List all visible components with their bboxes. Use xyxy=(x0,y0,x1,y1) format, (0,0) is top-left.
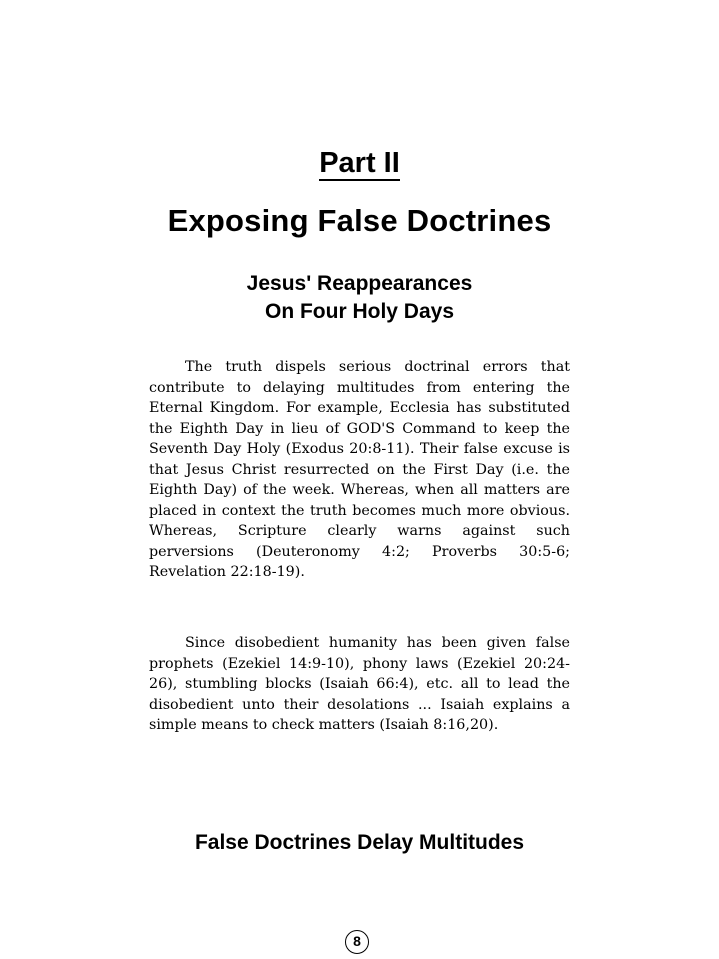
subtitle-line-2: On Four Holy Days xyxy=(264,300,455,323)
page-number: 8 xyxy=(345,930,369,954)
part-title-text: Part II xyxy=(319,147,400,179)
body-paragraph-1: The truth dispels serious doctrinal errors that contribute to delaying multitudes from entering the Eternal Kingdom. For example, Ecclesia has substituted the Eighth Day in lieu of GOD'S Command to keep the Seventh Day Holy (Exodus 20:8-11). Their false excuse is that Jesus Christ resurrected on the First Day (i.e. the Eighth Day) of the week. Whereas, when all matters are placed in context the truth becomes much more obvious. Whereas, Scripture clearly warns against such perversions (Deuteronomy 4:2; Proverbs 30:5-6; Revelation 22:18-19). xyxy=(149,359,570,580)
subtitle-line-1: Jesus' Reappearances xyxy=(246,272,473,295)
part-title xyxy=(0,146,719,181)
section-heading: False Doctrines Delay Multitudes xyxy=(194,831,525,854)
subtitle xyxy=(0,270,719,326)
chapter-title: Exposing False Doctrines xyxy=(167,203,552,238)
body-paragraph-2: Since disobedient humanity has been given false prophets (Ezekiel 14:9-10), phony laws (Ezekiel 20:24-26), stumbling blocks (Isaiah 66:4), etc. all to lead the disobedient unto their desolations ... Isaiah explains a simple means to check matters (Isaiah 8:16,20). xyxy=(149,635,570,733)
